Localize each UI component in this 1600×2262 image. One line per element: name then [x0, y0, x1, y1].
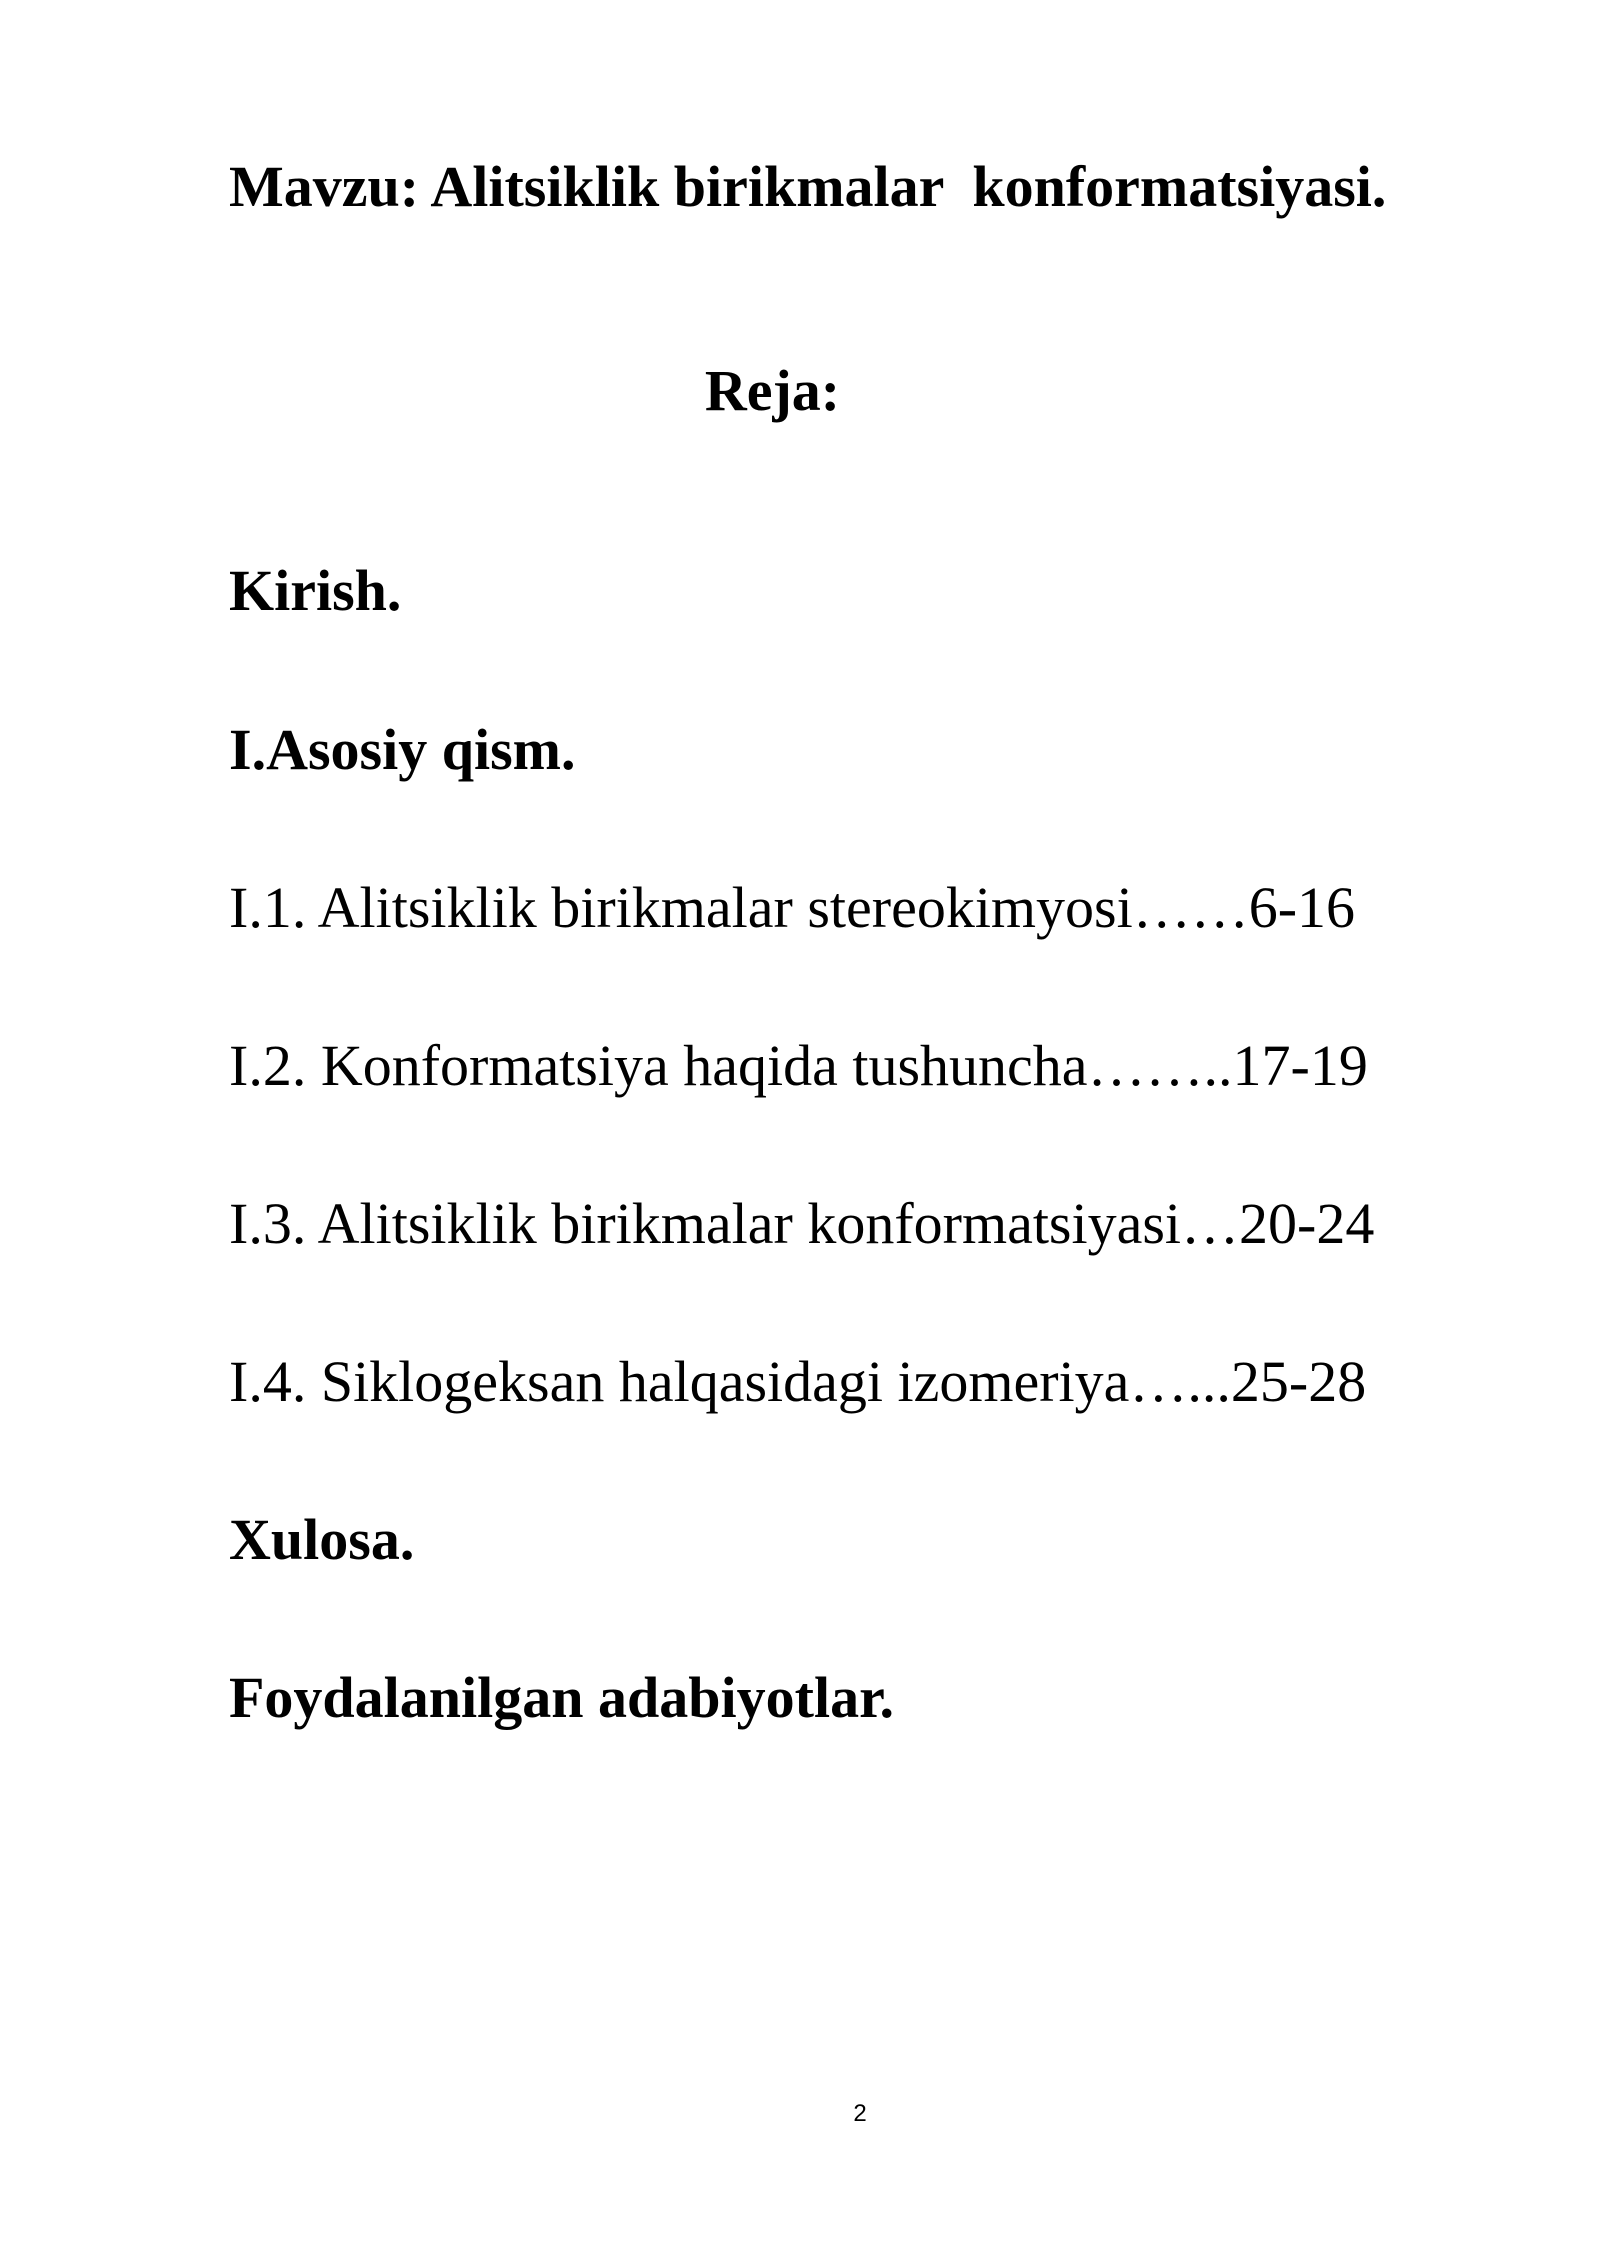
page-number: 2: [853, 2100, 867, 2127]
main-part-heading: I.Asosiy qism.: [229, 717, 576, 782]
plan-heading: Reja:: [704, 358, 841, 423]
toc-item: I.1. Alitsiklik birikmalar stereokimyosi……6-16: [229, 875, 1356, 940]
toc-item: I.3. Alitsiklik birikmalar konformatsiyasi…20-24: [229, 1191, 1375, 1256]
references-heading: Foydalanilgan adabiyotlar.: [229, 1665, 895, 1730]
intro-heading: Kirish.: [229, 558, 402, 623]
toc-item: I.4. Siklogeksan halqasidagi izomeriya…...25-28: [229, 1349, 1367, 1414]
toc-item: I.2. Konformatsiya haqida tushuncha……..17-19: [229, 1033, 1368, 1098]
conclusion-heading: Xulosa.: [229, 1507, 415, 1572]
page-title: Mavzu: Alitsiklik birikmalar konformatsiyasi.: [229, 154, 1387, 219]
